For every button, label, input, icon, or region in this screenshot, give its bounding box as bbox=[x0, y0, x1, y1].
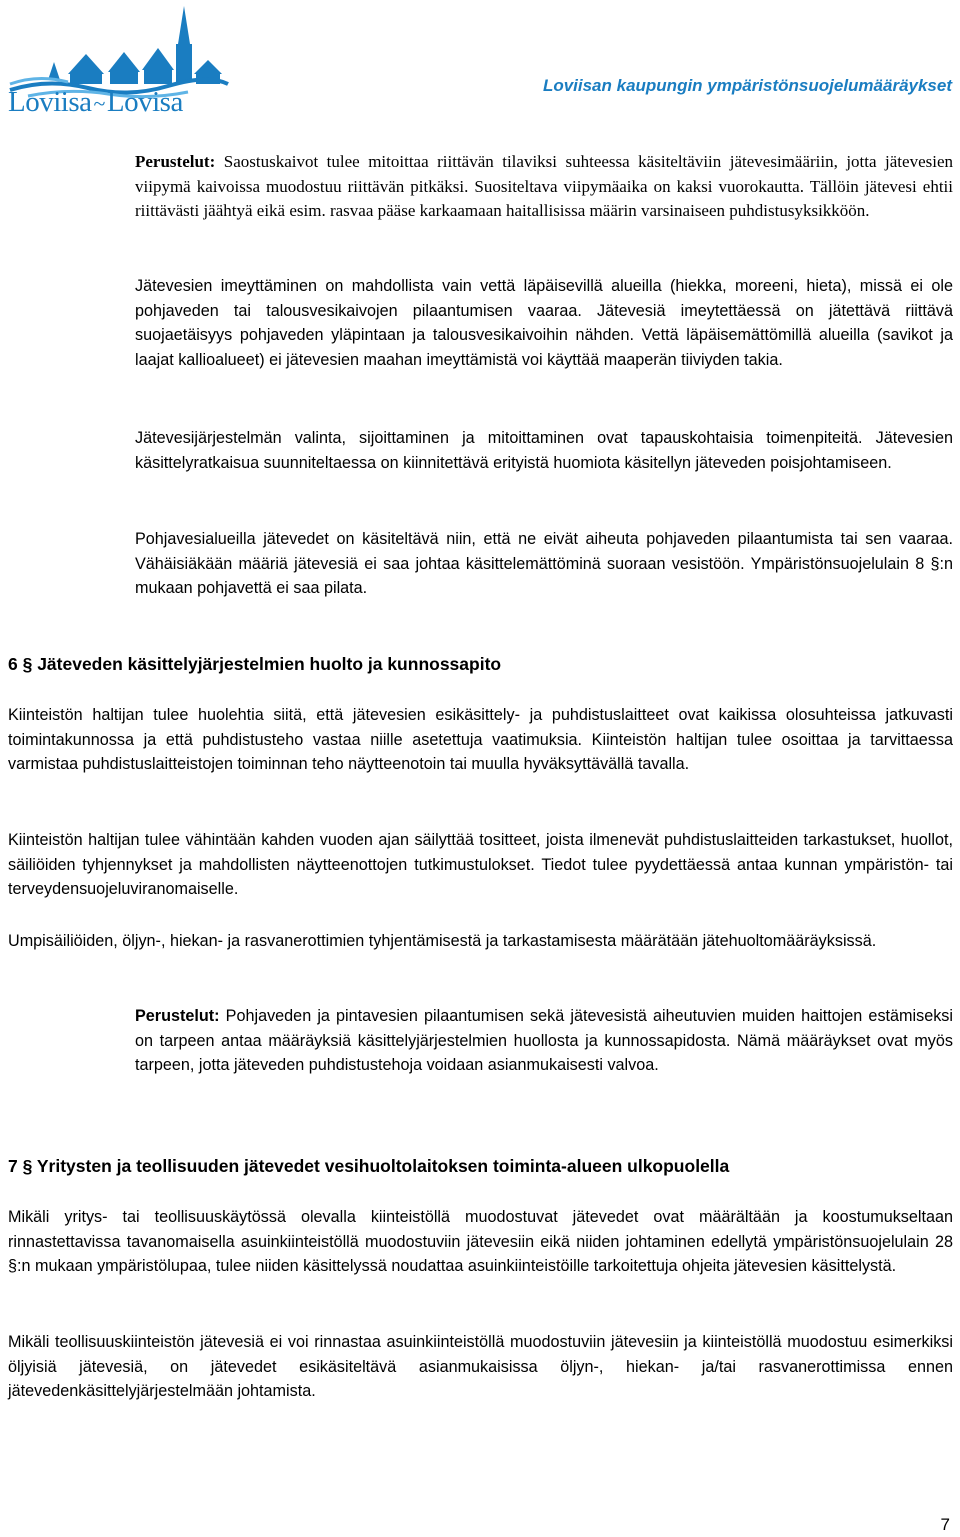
paragraph-perustelut-1: Perustelut: Saostuskaivot tulee mitoittaa riittävän tilaviksi suhteessa käsiteltäviin jätevesimääriin, jotta jätevesien viipymä kaivoissa muodostuu riittävän pitkäksi. Suositeltava viipymäaika on kaksi vuorokautta. Tällöin jätevesi ehtii riittävästi jäähtyä eikä esim. rasvaa pääse karkaamaan haitallisissa määrin varsinaiseen puhdistusyksikköön. bbox=[135, 152, 953, 221]
paragraph-perustelut-2: Perustelut: Pohjaveden ja pintavesien pilaantumisen sekä jätevesistä aiheutuvien muiden haittojen estämiseksi on tarpeen antaa määräyksiä käsittelyjärjestelmien huollosta ja kunnossapidosta. Nämä määräykset ovat myös tarpeen, jotta jäteveden puhdistustehoja voidaan asianmukaisesti valvoa. bbox=[135, 1007, 953, 1075]
paragraph-tositteet: Kiinteistön haltijan tulee vähintään kahden vuoden ajan säilyttää tositteet, joista ilmenevät puhdistuslaitteiden tarkastukset, huollot, säiliöiden tyhjennykset ja mahdollisten näytteenottojen tutkimustulokset. Tiedot tulee pyydettäessä antaa kunnan ympäristön- tai terveydensuojeluviranomaiselle. bbox=[8, 831, 953, 899]
paragraph-pohjavesialueet: Pohjavesialueilla jätevedet on käsiteltävä niin, että ne eivät aiheuta pohjaveden pilaantumista tai sen vaaraa. Vähäisiäkään määriä jätevesiä ei saa johtaa käsittelemättöminä suoraan vesistöön. Ympäristönsuojelulain 8 §:n mukaan pohjavettä ei saa pilata. bbox=[135, 530, 953, 598]
perustelut-label: Perustelut: bbox=[135, 1007, 220, 1025]
paragraph-jarjestelman-valinta: Jätevesijärjestelmän valinta, sijoittaminen ja mitoittaminen ovat tapauskohtaisia toimenpiteitä. Jätevesien käsittelyratkaisua suunniteltaessa on kiinnitettävä erityistä huomiota käsitellyn jäteveden poisjohtamiseen. bbox=[135, 429, 953, 472]
paragraph-teollisuus: Mikäli teollisuuskiinteistön jätevesiä ei voi rinnastaa asuinkiinteistöllä muodostuviin jätevesiin ja kiinteistöllä muodostuu esimerkiksi öljyisiä jätevesiä, on jätevedet esikäsiteltävä asianmukaisissa öljyn-, hiekan- ja/tai rasvanerottimissa ennen jätevedenkäsittelyjärjestelmään johtamista. bbox=[8, 1333, 953, 1401]
page-header bbox=[0, 0, 960, 125]
paragraph-imeyttaminen: Jätevesien imeyttäminen on mahdollista vain vettä läpäisevillä alueilla (hiekka, moreeni, hieta), missä ei ole pohjaveden tai talousvesikaivojen pilaantumisen vaaraa. Jätevesiä imeytettäessä on jätettävä riittävä suojaetäisyys pohjaveden yläpintaan ja talousvesikaivoihin nähden. Vettä läpäisemättömillä alueilla (savikot ja laajat kallioalueet) ei jätevesien maahan imeyttämistä voi käyttää maaperän tiiviyden takia. bbox=[135, 277, 953, 369]
section-heading-7: 7 § Yritysten ja teollisuuden jätevedet vesihuoltolaitoksen toiminta-alueen ulkopuolella bbox=[8, 1156, 730, 1176]
logo-wordmark: Loviisa~Lovisa bbox=[8, 86, 183, 118]
document-title: Loviisan kaupungin ympäristönsuojelumääräykset bbox=[542, 76, 952, 95]
section-heading-6: 6 § Jäteveden käsittelyjärjestelmien huolto ja kunnossapito bbox=[8, 654, 502, 674]
perustelut-label: Perustelut: bbox=[135, 152, 216, 171]
paragraph-huolto: Kiinteistön haltijan tulee huolehtia siitä, että jätevesien esikäsittely- ja puhdistuslaitteet ovat kaikissa olosuhteissa jatkuvasti toimintakunnossa ja että puhdistusteho vastaa niille asetettuja vaatimuksia. Kiinteistön haltijan tulee osoittaa ja tarvittaessa varmistaa puhdistuslaitteistojen toiminnan teho näytteenotoin tai muulla hyväksyttävällä tavalla. bbox=[8, 706, 953, 774]
paragraph-umpisailiot: Umpisäiliöiden, öljyn-, hiekan- ja rasvanerottimien tyhjentämisestä ja tarkastamisesta määrätään jätehuoltomääräyksissä. bbox=[8, 932, 877, 950]
page-number: 7 bbox=[940, 1515, 950, 1534]
paragraph-yritykset: Mikäli yritys- tai teollisuuskäytössä olevalla kiinteistöllä muodostuvat jätevedet ovat määrältään ja koostumukseltaan rinnastettavissa tavanomaisella asuinkiinteistöllä muodostuviin jätevesiin eikä niiden johtaminen edellytä ympäristönsuojelulain 28 §:n mukaan ympäristölupaa, tulee niiden käsittelyssä noudattaa asuinkiinteistöille tarkoitettuja ohjeita jätevesien käsittelystä. bbox=[8, 1208, 953, 1276]
